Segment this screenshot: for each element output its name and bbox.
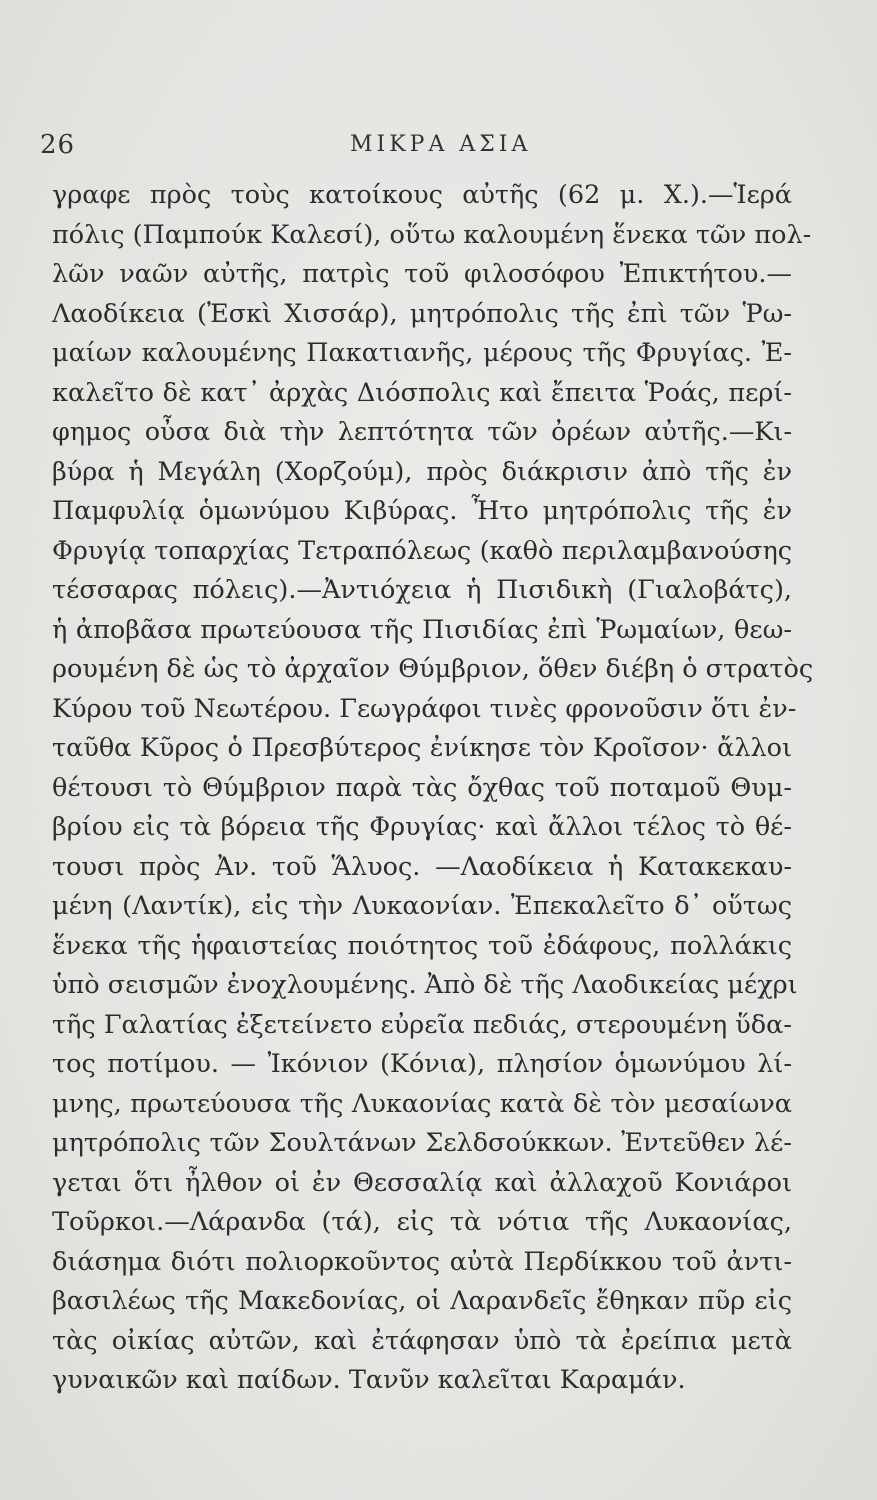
text-line: βρίου εἰς τὰ βόρεια τῆς Φρυγίας· καὶ ἄλλοι τέλος τὸ θέ- [52, 812, 792, 842]
text-line: Λαοδίκεια (Ἐσκὶ Χισσάρ), μητρόπολις τῆς ἐπὶ τῶν Ῥω- [52, 298, 792, 329]
page-number: 26 [40, 130, 76, 160]
text-line: φημος οὖσα διὰ τὴν λεπτότητα τῶν ὀρέων αὐτῆς.—Κι- [52, 417, 792, 447]
text-line: τέσσαρας πόλεις).—Ἀντιόχεια ἡ Πισιδικὴ (Γιαλοβάτς), [52, 575, 792, 605]
text-line: Φρυγίᾳ τοπαρχίας Τετραπόλεως (καθὸ περιλαμβανούσης [52, 535, 792, 566]
text-line: μένη (Λαντίκ), εἰς τὴν Λυκαονίαν. Ἐπεκαλεῖτο δ᾿ οὕτως [52, 891, 792, 921]
text-line: τος ποτίμου. — Ἰκόνιον (Κόνια), πλησίον ὁμωνύμου λί- [52, 1049, 792, 1079]
text-line: ταῦθα Κῦρος ὁ Πρεσβύτερος ἐνίκησε τὸν Κροῖσον· ἄλλοι [52, 733, 792, 763]
text-line: καλεῖτο δὲ κατ᾿ ἀρχὰς Διόσπολις καὶ ἔπειτα Ῥοάς, περί- [52, 377, 792, 408]
text-line: τὰς οἰκίας αὐτῶν, καὶ ἐτάφησαν ὑπὸ τὰ ἐρείπια μετὰ [52, 1325, 792, 1356]
text-line: Κύρου τοῦ Νεωτέρου. Γεωγράφοι τινὲς φρονοῦσιν ὅτι ἐν- [52, 693, 797, 724]
text-line: ὑπὸ σεισμῶν ἐνοχλουμένης. Ἀπὸ δὲ τῆς Λαοδικείας μέχρι [52, 970, 798, 1000]
running-title: ΜΙΚΡΑ ΑΣΙΑ [350, 132, 532, 157]
text-line: λῶν ναῶν αὐτῆς, πατρὶς τοῦ φιλοσόφου Ἐπικτήτου.— [52, 259, 792, 289]
body-text [52, 176, 814, 1401]
text-line: θέτουσι τὸ Θύμβριον παρὰ τὰς ὄχθας τοῦ ποταμοῦ Θυμ- [52, 772, 792, 803]
text-line: ρουμένη δὲ ὡς τὸ ἀρχαῖον Θύμβριον, ὅθεν διέβη ὁ στρατὸς [52, 654, 814, 684]
text-line: γραφε πρὸς τοὺς κατοίκους αὐτῆς (62 μ. Χ.).—Ἱερά [52, 180, 792, 210]
text-line: τῆς Γαλατίας ἐξετείνετο εὐρεῖα πεδιάς, στερουμένη ὕδα- [52, 1009, 792, 1040]
text-line: γυναικῶν καὶ παίδων. Τανῦν καλεῖται Καραμάν. [52, 1365, 686, 1395]
text-line: Παμφυλίᾳ ὁμωνύμου Κιβύρας. Ἦτο μητρόπολις τῆς ἐν [52, 496, 792, 526]
text-line: βύρα ἡ Μεγάλη (Χορζούμ), πρὸς διάκρισιν ἀπὸ τῆς ἐν [52, 456, 792, 487]
page-header [40, 124, 820, 164]
text-line: τουσι πρὸς Ἀν. τοῦ Ἅλυος. —Λαοδίκεια ἡ Κατακεκαυ- [52, 851, 792, 882]
text-line: διάσημα διότι πολιορκοῦντος αὐτὰ Περδίκκου τοῦ ἀντι- [52, 1246, 792, 1277]
text-line: μητρόπολις τῶν Σουλτάνων Σελδσούκκων. Ἐντεῦθεν λέ- [52, 1128, 792, 1158]
text-line: ἡ ἀποβᾶσα πρωτεύουσα τῆς Πισιδίας ἐπὶ Ῥωμαίων, θεω- [52, 614, 792, 645]
text-line: Τοῦρκοι.—Λάρανδα (τά), εἰς τὰ νότια τῆς Λυκαονίας, [52, 1207, 792, 1237]
text-line: γεται ὅτι ἦλθον οἱ ἐν Θεσσαλίᾳ καὶ ἀλλαχοῦ Κονιάροι [52, 1167, 792, 1198]
text-line: βασιλέως τῆς Μακεδονίας, οἱ Λαρανδεῖς ἔθηκαν πῦρ εἰς [52, 1286, 792, 1316]
text-line: μνης, πρωτεύουσα τῆς Λυκαονίας κατὰ δὲ τὸν μεσαίωνα [52, 1088, 792, 1119]
text-line: ἕνεκα τῆς ἡφαιστείας ποιότητος τοῦ ἐδάφους, πολλάκις [52, 930, 792, 961]
text-line: μαίων καλουμένης Πακατιανῆς, μέρους τῆς Φρυγίας. Ἐ- [52, 338, 792, 368]
text-line: πόλις (Παμπούκ Καλεσί), οὕτω καλουμένη ἕνεκα τῶν πολ- [52, 219, 812, 250]
